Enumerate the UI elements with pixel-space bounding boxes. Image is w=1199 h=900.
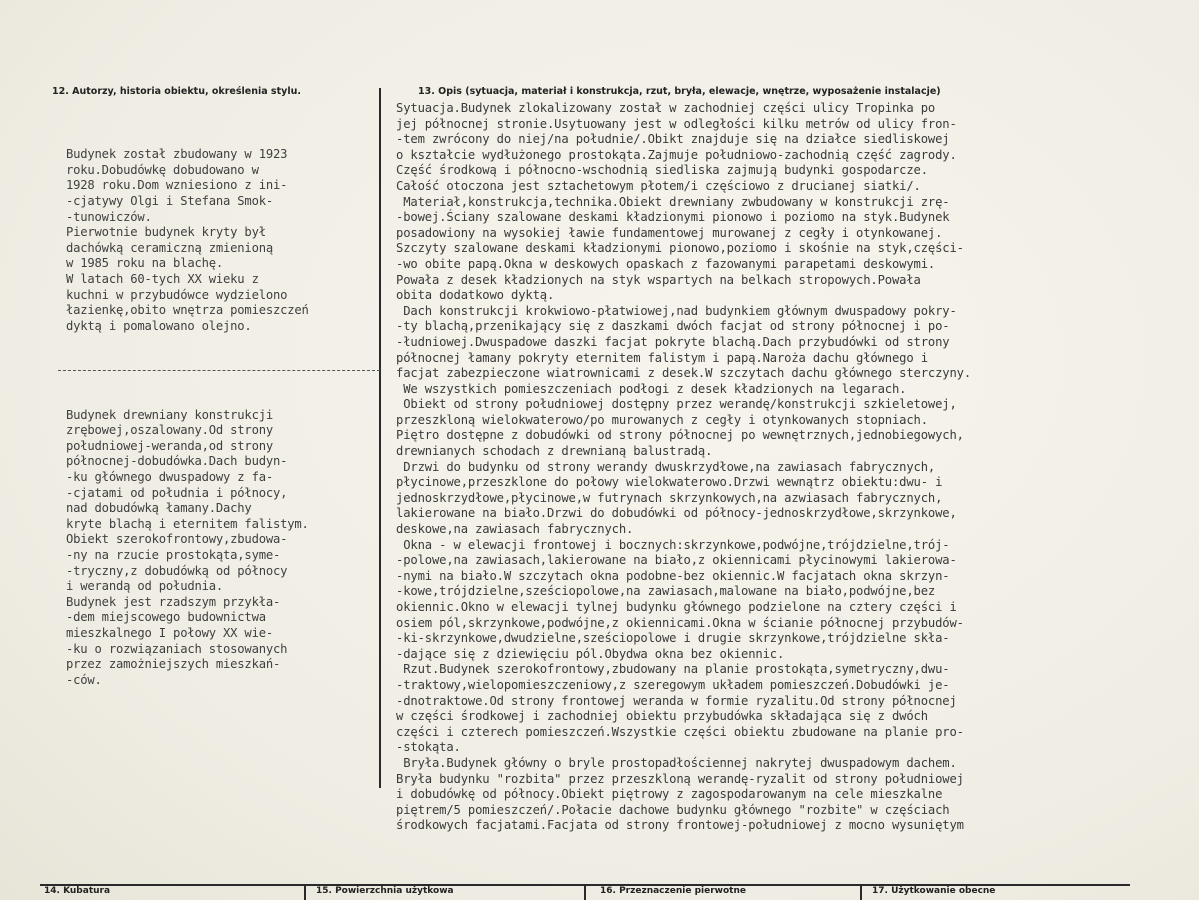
text-line: Dach konstrukcji krokwiowo-płatwiowej,nad budynkiem głównym dwuspadowy pokry- — [396, 303, 957, 318]
footer-divider — [584, 884, 586, 900]
text-line: mieszkalnego I połowy XX wie- — [66, 626, 273, 640]
text-line: osiem pól,skrzynkowe,podwójne,z okiennicami.Okna w ścianie północnej przybudów- — [396, 615, 964, 630]
history-text-block — [66, 147, 381, 334]
text-line: piętrem/5 pomieszczeń/.Połacie dachowe budynku głównego "rozbite" w częściach — [396, 802, 950, 817]
text-line: Sytuacja.Budynek zlokalizowany został w zachodniej części ulicy Tropinka po — [396, 101, 936, 115]
text-line: jednoskrzydłowe,płycinowe,w futrynach skrzynkowych,na azwiasach fabrycznych, — [396, 490, 943, 505]
text-line: Drzwi do budynku od strony werandy dwuskrzydłowe,na zawiasach fabrycznych, — [396, 459, 936, 474]
text-line: Piętro dostępne z dobudówki od strony północnej po wewnętrznych,jednobiegowych, — [396, 428, 964, 443]
text-line: północnej-dobudówka.Dach budyn- — [66, 454, 288, 469]
text-line: W latach 60-tych XX wieku z — [66, 271, 259, 286]
text-line: dyktą i pomalowano olejno. — [66, 318, 252, 333]
text-line: obita dodatkowo dyktą. — [396, 288, 555, 303]
dashed-separator — [58, 370, 380, 371]
text-line: Szczyty szalowane deskami kładzionymi pionowo,poziomo i skośnie na styk,części- — [396, 241, 964, 256]
text-line: -dające się z dziewięciu pól.Obydwa okna bez okiennic. — [396, 646, 785, 661]
text-line: -łudniowej.Dwuspadowe daszki facjat pokryte blachą.Dach przybudówki od strony — [396, 334, 950, 349]
text-line: -tryczny,z dobudówką od północy — [66, 563, 288, 578]
section-13-header: 13. Opis (sytuacja, materiał i konstrukcja, rzut, bryła, elewacje, wnętrze, wyposażenie instalacje) — [418, 86, 941, 97]
text-line: o kształcie wydłużonego prostokąta.Zajmuje południowo-zachodnią część zagrody. — [396, 147, 957, 162]
text-line: części i czterech pomieszczeń.Wszystkie części obiektu zbudowane na planie pro- — [396, 724, 964, 739]
text-line: Pierwotnie budynek kryty był — [66, 225, 266, 240]
text-line: kryte blachą i eternitem falistym. — [66, 516, 309, 531]
text-line: -ku głównego dwuspadowy z fa- — [66, 470, 273, 485]
text-line: -traktowy,wielopomieszczeniowy,z szeregowym układem pomieszczeń.Dobudówki je- — [396, 677, 950, 692]
text-line: przez zamożniejszych mieszkań- — [66, 657, 281, 672]
text-line: Rzut.Budynek szerokofrontowy,zbudowany na planie prostokąta,symetryczny,dwu- — [396, 662, 950, 677]
footer-current-use-label: 17. Użytkowanie obecne — [872, 886, 996, 896]
text-line: drewnianych schodach z drewnianą balustradą. — [396, 444, 713, 459]
text-line: Całość otoczona jest sztachetowym płotem/i częściowo z drucianej siatki/. — [396, 178, 921, 193]
text-line: zrębowej,oszalowany.Od strony — [66, 423, 273, 438]
text-line: -bowej.Ściany szalowane deskami kładzionymi pionowo i poziomo na styk.Budynek — [396, 210, 950, 225]
text-line: północnej łamany pokryty eternitem falistym i papą.Naroża dachu głównego i — [396, 350, 928, 365]
text-line: okiennic.Okno w elewacji tylnej budynku głównego podzielone na cztery części i — [396, 600, 957, 614]
text-line: -ty blachą,przenikający się z daszkami dwóch facjat od strony północnej i po- — [396, 319, 950, 334]
text-line: Bryła.Budynek główny o bryle prostopadłościennej nakrytej dwuspadowym dachem. — [396, 755, 957, 770]
footer-volume-label: 14. Kubatura — [44, 886, 111, 896]
construction-summary-block — [66, 408, 381, 689]
text-line: jej północnej stronie.Usytuowany jest w odległości kilku metrów od ulicy fron- — [396, 116, 957, 131]
text-line: Obiekt szerokofrontowy,zbudowa- — [66, 532, 288, 547]
text-line: -tunowiczów. — [66, 209, 152, 224]
text-line: kuchni w przybudówce wydzielono — [66, 287, 288, 302]
text-line: roku.Dobudówkę dobudowano w — [66, 162, 259, 177]
text-line: -kowe,trójdzielne,sześciopolowe,na zawiasach,malowane na biało,podwójne,bez — [396, 584, 936, 599]
text-line: płycinowe,przeszklone do połowy wielokwaterowo.Drzwi wewnątrz obiektu:dwu- i — [396, 475, 943, 490]
text-line: -stokąta. — [396, 740, 461, 755]
text-line: Część środkową i północno-wschodnią siedliska zajmują budynki gospodarcze. — [396, 163, 928, 178]
text-line: nad dobudówką łamany.Dachy — [66, 501, 252, 516]
text-line: facjat zabezpieczone wiatrownicami z desek.W szczytach dachu głównego sterczyny. — [396, 366, 971, 381]
text-line: -ców. — [66, 672, 102, 687]
section-12-header: 12. Autorzy, historia obiektu, określenia stylu. — [52, 86, 301, 97]
text-line: lakierowane na biało.Drzwi do dobudówki od północy-jednoskrzydłowe,skrzynkowe, — [396, 506, 957, 521]
footer-divider — [860, 884, 862, 900]
text-line: -cjatami od południa i północy, — [66, 485, 288, 500]
text-line: -ny na rzucie prostokąta,syme- — [66, 548, 281, 563]
text-line: -polowe,na zawiasach,lakierowane na biało,z okiennicami płycinowymi lakierowa- — [396, 553, 957, 568]
text-line: Bryła budynku "rozbita" przez przeszkloną werandę-ryzalit od strony południowej — [396, 771, 964, 786]
text-line: i werandą od południa. — [66, 579, 224, 594]
text-line: -dem miejscowego budownictwa — [66, 610, 266, 625]
text-line: Okna - w elewacji frontowej i bocznych:skrzynkowe,podwójne,trójdzielne,trój- — [396, 537, 950, 552]
text-line: łazienkę,obito wnętrza pomieszczeń — [66, 303, 309, 318]
footer-divider — [304, 884, 306, 900]
text-line: dachówką ceramiczną zmienioną — [66, 240, 273, 255]
text-line: południowej-weranda,od strony — [66, 438, 273, 453]
text-line: Budynek został zbudowany w 1923 — [66, 147, 288, 162]
text-line: w części środkowej i zachodniej obiektu przybudówka składająca się z dwóch — [396, 709, 928, 724]
text-line: -dnotraktowe.Od strony frontowej weranda w formie ryzalitu.Od strony północnej — [396, 693, 957, 708]
description-column — [396, 101, 1196, 834]
text-line: -cjatywy Olgi i Stefana Smok- — [66, 193, 273, 208]
footer-original-purpose-label: 16. Przeznaczenie pierwotne — [600, 886, 746, 896]
text-line: Powała z desek kładzionych na styk wspartych na belkach stropowych.Powała — [396, 272, 921, 287]
text-line: -wo obite papą.Okna w deskowych opaskach z fazowanymi parapetami deskowymi. — [396, 256, 936, 271]
text-line: przeszkloną wielokwaterowo/po murowanych z cegły i otynkowanych stopniach. — [396, 412, 928, 427]
text-line: -ki-skrzynkowe,dwudzielne,sześciopolowe i drugie skrzynkowe,trójdzielne skła- — [396, 631, 950, 646]
text-line: i dobudówkę od północy.Obiekt piętrowy z zagospodarowanym na cele mieszkalne — [396, 787, 943, 802]
text-line: 1928 roku.Dom wzniesiono z ini- — [66, 178, 288, 193]
text-line: Materiał,konstrukcja,technika.Obiekt drewniany zwbudowany w konstrukcji zrę- — [396, 194, 950, 209]
text-line: Budynek drewniany konstrukcji — [66, 407, 273, 422]
text-line: posadowiony na wysokiej ławie fundamentowej murowanej z cegły i otynkowanej. — [396, 225, 943, 240]
text-line: w 1985 roku na blachę. — [66, 256, 224, 271]
footer-usable-area-label: 15. Powierzchnia użytkowa — [316, 886, 454, 896]
text-line: deskowe,na zawiasach fabrycznych. — [396, 522, 634, 537]
text-line: -tem zwrócony do niej/na południe/.Obikt znajduje się na działce siedliskowej — [396, 132, 950, 147]
history-column — [66, 116, 381, 720]
text-line: środkowych facjatami.Facjata od strony frontowej-południowej z mocno wysuniętym — [396, 818, 964, 833]
text-line: -nymi na biało.W szczytach okna podobne-bez okiennic.W facjatach okna skrzyn- — [396, 568, 950, 583]
text-line: Obiekt od strony południowej dostępny przez werandę/konstrukcji szkieletowej, — [396, 397, 957, 412]
text-line: Budynek jest rzadszym przykła- — [66, 594, 281, 609]
text-line: -ku o rozwiązaniach stosowanych — [66, 641, 288, 656]
text-line: We wszystkich pomieszczeniach podłogi z desek kładzionych na legarach. — [396, 381, 907, 396]
